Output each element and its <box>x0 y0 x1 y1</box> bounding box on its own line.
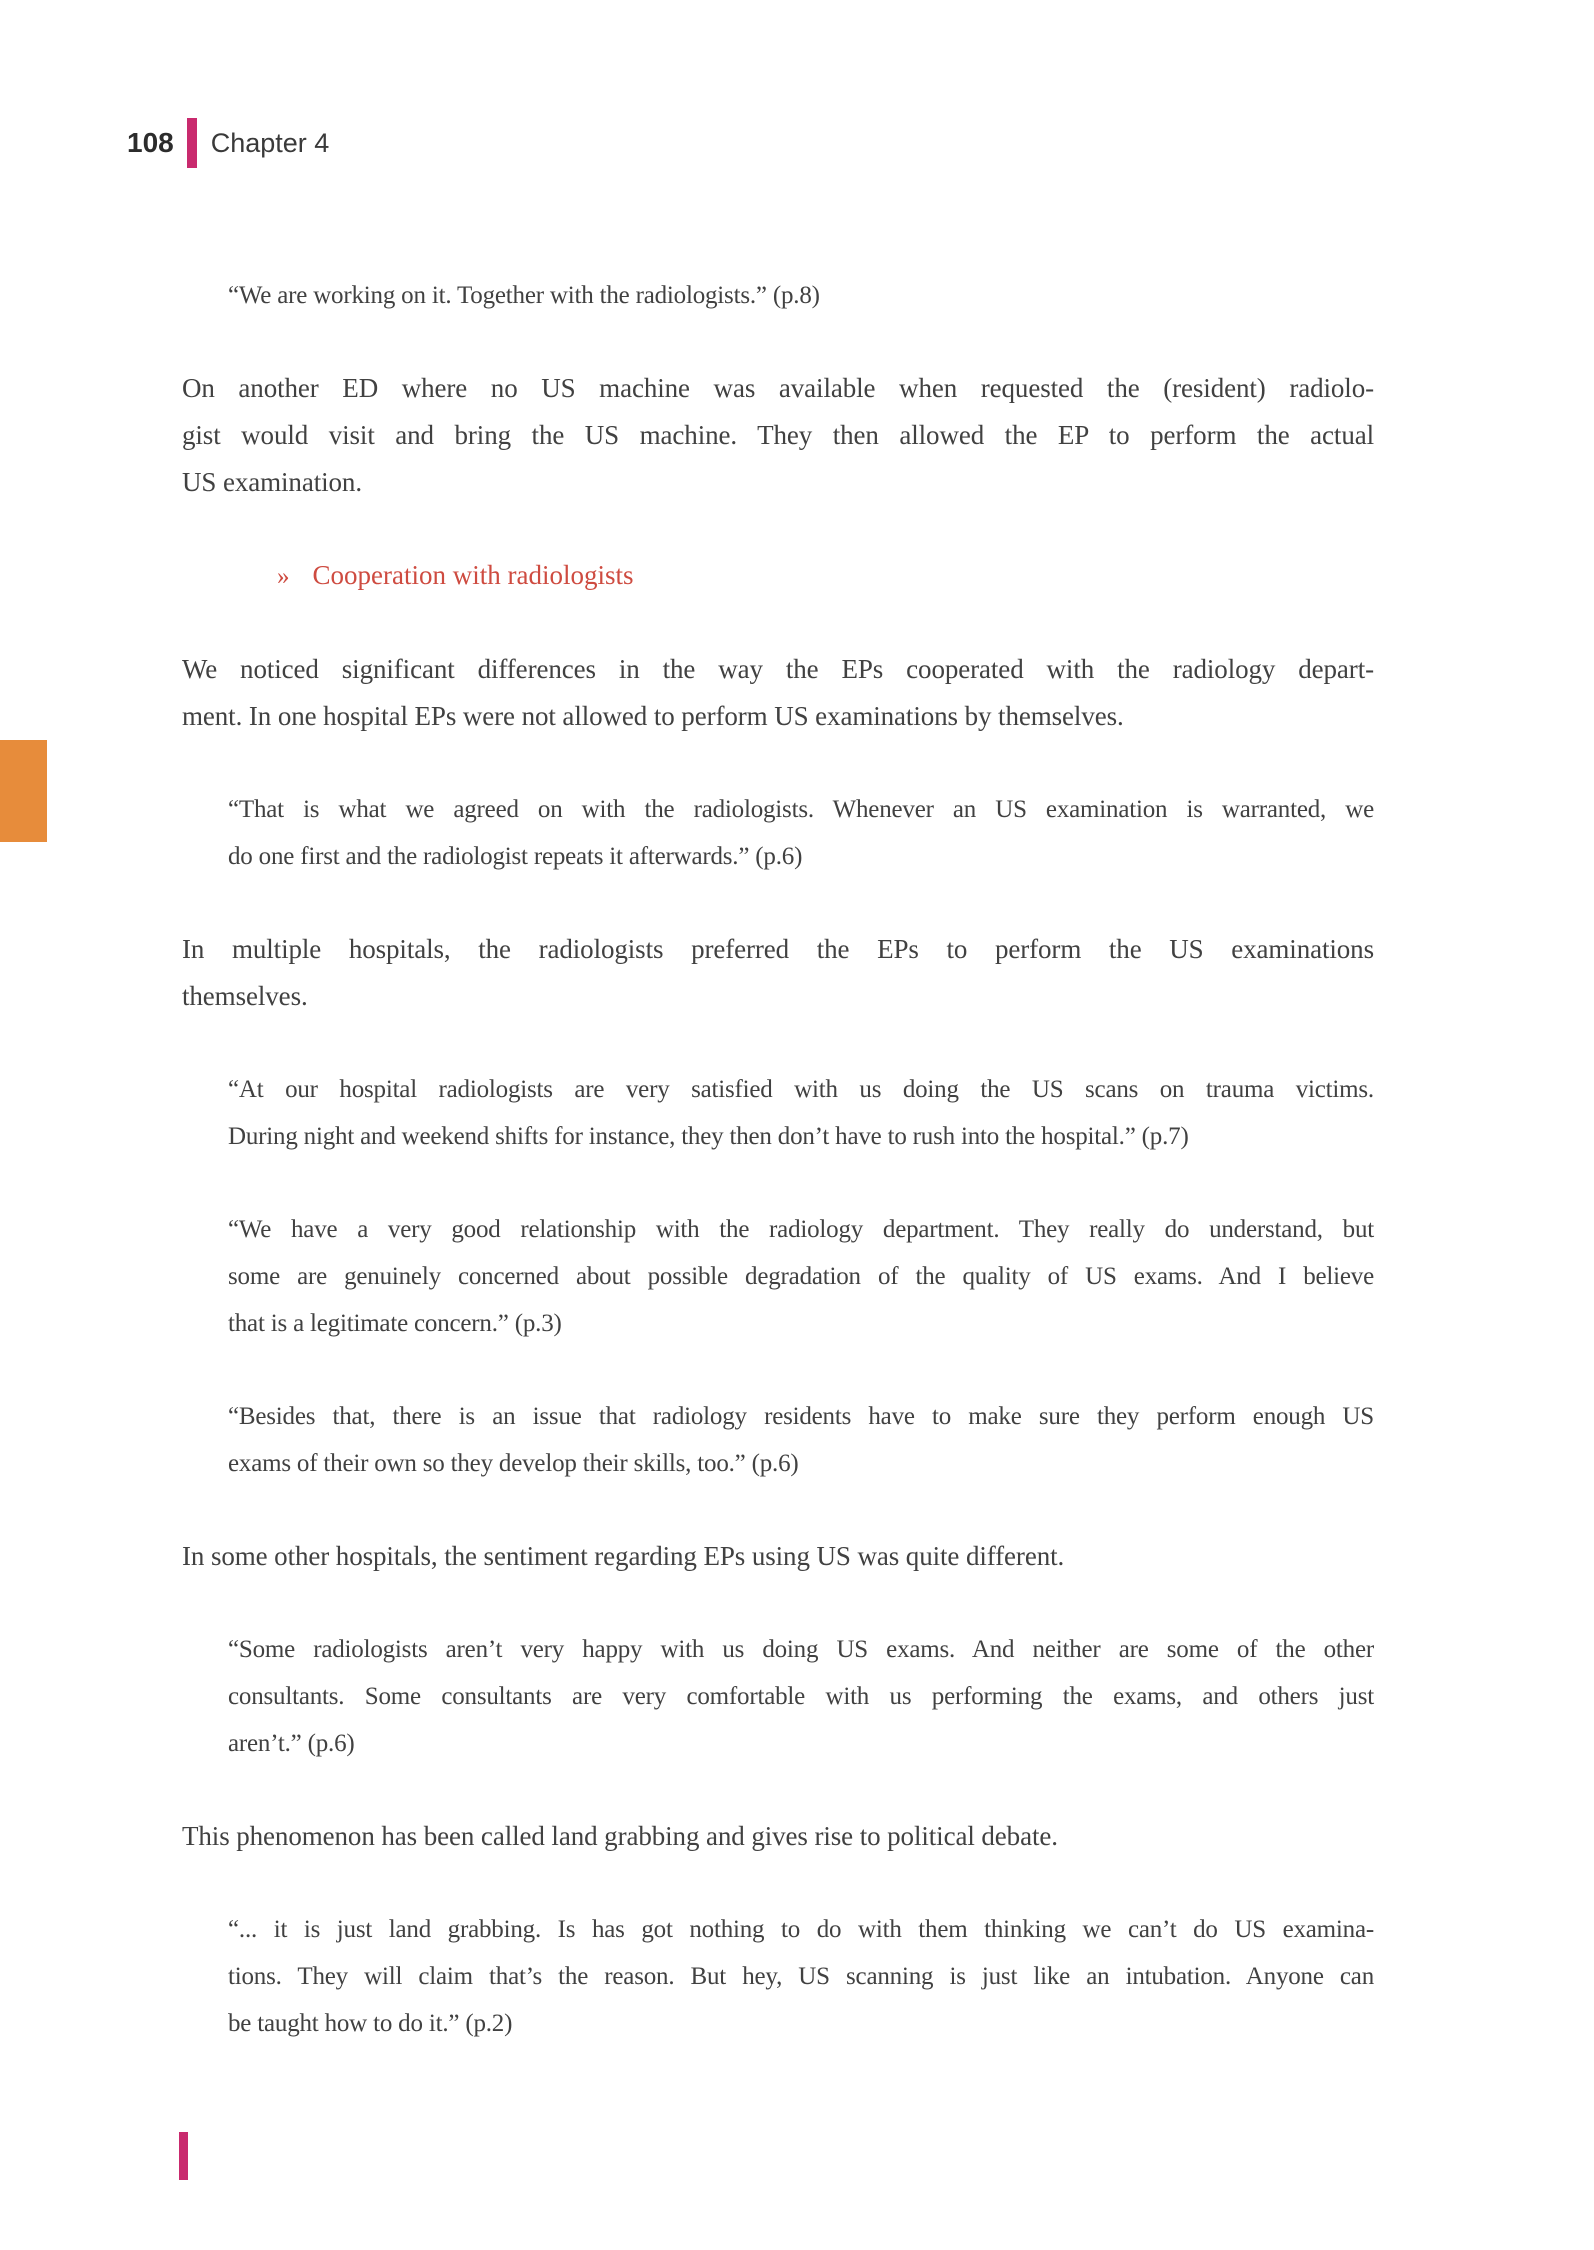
text-line: This phenomenon has been called land grabbing and gives rise to political debate. <box>182 1821 1058 1851</box>
text-line: “Besides that, there is an issue that radiology residents have to make sure they perform enough US <box>228 1403 1374 1430</box>
text-line: We noticed significant differences in the way the EPs cooperated with the radiology depart- <box>182 654 1374 684</box>
quote-block <box>228 1906 1374 2047</box>
body-paragraph <box>182 1813 1374 1860</box>
text-line: “That is what we agreed on with the radiologists. Whenever an US examination is warranted, we <box>228 796 1374 823</box>
text-line: tions. They will claim that’s the reason. But hey, US scanning is just like an intubation. Anyone can <box>228 1963 1374 1990</box>
quote-block <box>228 786 1374 880</box>
text-line: In some other hospitals, the sentiment regarding EPs using US was quite different. <box>182 1541 1065 1571</box>
text-line: During night and weekend shifts for instance, they then don’t have to rush into the hospital.” (p.7) <box>228 1123 1189 1150</box>
body-paragraph <box>182 926 1374 1020</box>
text-line: In multiple hospitals, the radiologists preferred the EPs to perform the US examinations <box>182 934 1374 964</box>
body-paragraph <box>182 646 1374 740</box>
text-line: “At our hospital radiologists are very satisfied with us doing the US scans on trauma victims. <box>228 1076 1374 1103</box>
main-text-column <box>182 272 1374 2093</box>
page-number: 108 <box>127 127 174 158</box>
text-line: gist would visit and bring the US machine. They then allowed the EP to perform the actual <box>182 420 1374 450</box>
text-line: themselves. <box>182 981 308 1011</box>
header-accent-bar <box>187 118 197 168</box>
quote-block <box>228 1206 1374 1347</box>
text-line: some are genuinely concerned about possible degradation of the quality of US exams. And I believe <box>228 1263 1374 1290</box>
section-heading <box>182 552 1374 600</box>
text-line: “... it is just land grabbing. Is has got nothing to do with them thinking we can’t do US examina- <box>228 1916 1374 1943</box>
text-line: that is a legitimate concern.” (p.3) <box>228 1310 562 1337</box>
heading-marker-icon: » <box>277 563 290 590</box>
chapter-title: Chapter 4 <box>210 127 330 158</box>
text-line: be taught how to do it.” (p.2) <box>228 2010 513 2037</box>
text-line: exams of their own so they develop their skills, too.” (p.6) <box>228 1450 799 1477</box>
text-line: aren’t.” (p.6) <box>228 1730 355 1757</box>
running-header <box>127 118 329 168</box>
footer-accent-bar <box>179 2132 188 2180</box>
body-paragraph <box>182 365 1374 506</box>
text-line: do one first and the radiologist repeats it afterwards.” (p.6) <box>228 843 803 870</box>
text-line: “Some radiologists aren’t very happy with us doing US exams. And neither are some of the other <box>228 1636 1374 1663</box>
quote-block <box>228 1066 1374 1160</box>
text-line: On another ED where no US machine was available when requested the (resident) radiolo- <box>182 373 1374 403</box>
text-line: “We have a very good relationship with the radiology department. They really do understand, but <box>228 1216 1374 1243</box>
section-heading-label: Cooperation with radiologists <box>312 560 634 590</box>
quote-block <box>228 1626 1374 1767</box>
text-line: “We are working on it. Together with the radiologists.” (p.8) <box>228 282 820 309</box>
quote-block <box>228 1393 1374 1487</box>
body-paragraph <box>182 1533 1374 1580</box>
quote-block <box>228 272 1374 319</box>
chapter-side-tab <box>0 740 47 842</box>
text-line: US examination. <box>182 467 362 497</box>
text-line: consultants. Some consultants are very comfortable with us performing the exams, and others just <box>228 1683 1374 1710</box>
text-line: ment. In one hospital EPs were not allowed to perform US examinations by themselves. <box>182 701 1124 731</box>
